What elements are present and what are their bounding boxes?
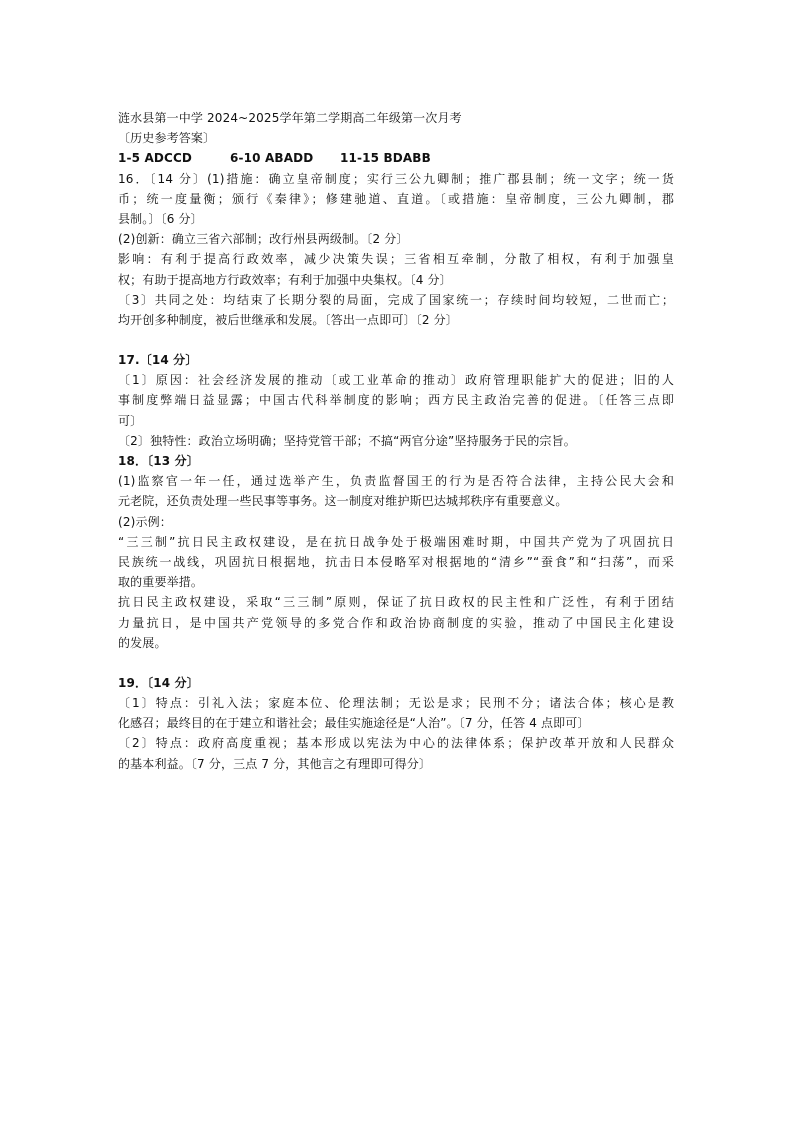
question-19-answer [118,673,674,774]
q19-heading: 19．〔14 分〕 [118,675,199,690]
mc-answers-11-15: 11-15 BDABB [340,151,431,166]
q18-heading: 18．〔13 分〕 [118,454,199,468]
q16-line: 权；有助于提高地方行政效率；有利于加强中央集权。〔4 分〕 [118,272,452,287]
q18-line: 民族统一战线，巩固抗日根据地，抗击日本侵略军对根据地的“清乡”“蚕食”和“扫荡”，而采 [118,554,674,569]
q16-line: 币；统一度量衡；颁行《秦律》；修建驰道、直道。〔或措施：皇帝制度，三公九卿制，郡 [118,191,674,206]
answer-document [118,108,674,774]
q18-line: “三三制”抗日民主政权建设，是在抗日战争处于极端困难时期，中国共产党为了巩固抗日 [118,534,674,549]
q16-line: 县制。〕〔6 分〕 [118,211,203,226]
q18-line: (2)示例： [118,514,172,529]
spacer [118,653,674,673]
q19-line: 〔2〕特点：政府高度重视；基本形成以宪法为中心的法律体系；保护改革开放和人民群众 [118,736,674,751]
spacer [118,330,674,350]
q18-line: 取的重要举措。 [118,575,204,590]
q18-line: 元老院，还负责处理一些民事等事务。这一制度对维护斯巴达城邦秩序有重要意义。 [118,494,568,509]
q16-line: 〔3〕共同之处：均结束了长期分裂的局面，完成了国家统一；存续时间均较短，二世而亡； [118,292,674,307]
q16-line: (2)创新：确立三省六部制；改行州县两级制。〔2 分〕 [118,232,409,247]
question-16-answer [118,169,674,331]
q17-line: 〔1〕原因：社会经济发展的推动〔或工业革命的推动〕政府管理职能扩大的促进；旧的人 [118,373,674,388]
multiple-choice-answers [118,148,674,168]
question-18-answer [118,451,674,653]
q19-line: 的基本利益。〔7 分，三点 7 分，其他言之有理即可得分〕 [118,756,432,771]
q18-line: 力量抗日，是中国共产党领导的多党合作和政治协商制度的实验，推动了中国民主化建设 [118,615,674,630]
q16-line: 均开创多种制度，被后世继承和发展。〔答出一点即可〕〔2 分〕 [118,312,458,327]
q17-line: 可〕 [118,413,143,428]
mc-answers-6-10: 6-10 ABADD [230,151,314,166]
q17-line: 事制度弊端日益显露；中国古代科举制度的影响；西方民主政治完善的促进。〔任答三点即 [118,393,674,408]
q18-line: 的发展。 [118,635,167,650]
q17-heading: 17.〔14 分〕 [118,353,198,368]
q16-line: 影响：有利于提高行政效率，减少决策失误；三省相互牵制，分散了相权，有利于加强皇 [118,252,674,267]
q19-line: 〔1〕特点：引礼入法；家庭本位、伦理法制；无讼是求；民刑不分；诸法合体；核心是教 [118,696,674,711]
q19-line: 化感召；最终目的在于建立和谐社会；最佳实施途径是“人治”。〔7 分，任答 4 点即可〕 [118,716,590,731]
q17-line: 〔2〕独特性：政治立场明确；坚持党管干部；不搞“两官分途”坚持服务于民的宗旨。 [118,433,576,448]
mc-answers-1-5: 1-5 ADCCD [118,151,193,166]
q18-line: (1)监察官一年一任，通过选举产生，负责监督国王的行为是否符合法律，主持公民大会和 [118,474,674,489]
q16-line: 16．〔14 分〕(1)措施：确立皇帝制度；实行三公九卿制；推广郡县制；统一文字；统一货 [118,171,674,186]
question-17-answer [118,350,674,451]
q18-line: 抗日民主政权建设，采取“三三制”原则，保证了抗日政权的民主性和广泛性，有利于团结 [118,595,674,610]
answer-subtitle: 〔历史参考答案〕 [118,131,216,146]
document-title: 涟水县第一中学 2024~2025学年第二学期高二年级第一次月考 [118,111,462,125]
